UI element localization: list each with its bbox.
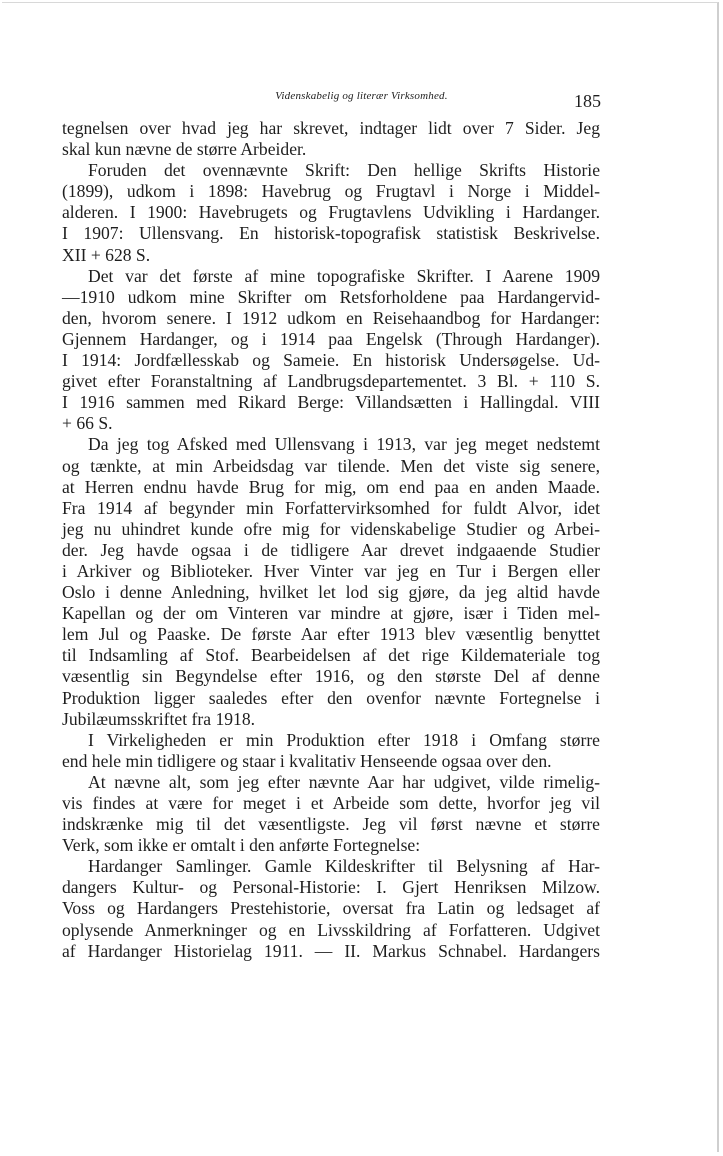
text-line: I Virkeligheden er min Produktion efter 1918 i Omfang større <box>88 729 600 750</box>
text-line: skal kun nævne de større Arbeider. <box>62 139 307 160</box>
text-line: I 1916 sammen med Rikard Berge: Villandsætten i Hallingdal. VIII <box>62 392 600 413</box>
text-line: der. Jeg havde ogsaa i de tidligere Aar drevet indgaaende Studier <box>62 539 600 560</box>
text-line: (1899), udkom i 1898: Havebrug og Frugtavl i Norge i Middel- <box>62 181 600 202</box>
text-line: end hele min tidligere og staar i kvalitativ Henseende ogsaa over den. <box>62 750 552 771</box>
text-line: af Hardanger Historielag 1911. — II. Markus Schnabel. Hardangers <box>62 940 600 961</box>
text-line: lem Jul og Paaske. De første Aar efter 1913 blev væsentlig benyttet <box>62 624 600 645</box>
text-line: I 1914: Jordfællesskab og Sameie. En historisk Undersøgelse. Ud- <box>62 350 600 371</box>
text-line: Hardanger Samlinger. Gamle Kildeskrifter til Belysning af Har- <box>88 856 600 877</box>
text-line: Jubilæumsskriftet fra 1918. <box>62 708 256 729</box>
text-line: XII + 628 S. <box>62 244 151 265</box>
text-line: Oslo i denne Anledning, hvilket let lod sig gjøre, da jeg altid havde <box>62 582 600 603</box>
text-line: alderen. I 1900: Havebrugets og Frugtavlens Udvikling i Hardanger. <box>62 202 600 223</box>
text-line: dangers Kultur- og Personal-Historie: I. Gjert Henriksen Milzow. <box>62 877 600 898</box>
text-line: Fra 1914 af begynder min Forfattervirksomhed for fuldt Alvor, idet <box>62 497 600 518</box>
text-line: vis findes at være for meget i et Arbeide som dette, hvorfor jeg vil <box>62 793 600 813</box>
text-line: Da jeg tog Afsked med Ullensvang i 1913, var jeg meget nedstemt <box>88 434 600 455</box>
page-number: 185 <box>574 91 601 111</box>
text-line: Det var det første af mine topografiske Skrifter. I Aarene 1909 <box>88 265 600 286</box>
text-line: i Arkiver og Biblioteker. Hver Vinter var jeg en Tur i Bergen eller <box>62 560 600 581</box>
text-line: oplysende Anmerkninger og en Livsskildring af Forfatteren. Udgivet <box>62 919 600 940</box>
text-line: Foruden det ovennævnte Skrift: Den hellige Skrifts Historie <box>88 160 600 181</box>
text-line: til Indsamling af Stof. Bearbeidelsen af det rige Kildemateriale tog <box>62 645 600 666</box>
text-line: væsentlig sin Begyndelse efter 1916, og den største Del af denne <box>62 666 600 687</box>
running-title: Videnskabelig og literær Virksomhed. <box>275 90 448 102</box>
text-line: jeg nu uhindret kunde ofre mig for videnskabelige Studier og Arbei- <box>62 518 600 539</box>
text-line: at Herren endnu havde Brug for mig, om end paa en anden Maade. <box>62 476 600 497</box>
text-line: Voss og Hardangers Prestehistorie, oversat fra Latin og ledsaget af <box>62 898 600 919</box>
text-line: Verk, som ikke er omtalt i den anførte Fortegnelse: <box>62 835 421 856</box>
text-line: Produktion ligger saaledes efter den ovenfor nævnte Fortegnelse i <box>62 687 600 708</box>
text-line: —1910 udkom mine Skrifter om Retsforholdene paa Hardangervid- <box>62 286 600 307</box>
text-line: den, hvorom senere. I 1912 udkom en Reisehaandbog for Hardanger: <box>62 307 600 328</box>
text-line: I 1907: Ullensvang. En historisk-topografisk statistisk Beskrivelse. <box>62 223 600 244</box>
text-line: Gjennem Hardanger, og i 1914 paa Engelsk (Through Hardanger). <box>62 328 600 349</box>
text-line: og tænkte, at min Arbeidsdag var tilende. Men det viste sig senere, <box>62 455 600 476</box>
text-line: Kapellan og der om Vinteren var mindre at gjøre, især i Tiden mel- <box>62 603 600 624</box>
text-line: indskrænke mig til det væsentligste. Jeg vil først nævne et større <box>62 814 600 835</box>
text-line: + 66 S. <box>62 413 113 434</box>
text-line: tegnelsen over hvad jeg har skrevet, indtager lidt over 7 Sider. Jeg <box>62 118 600 138</box>
text-line: givet efter Foranstaltning af Landbrugsdepartementet. 3 Bl. + 110 S. <box>62 371 600 392</box>
body-text <box>62 118 600 962</box>
text-line: At nævne alt, som jeg efter nævnte Aar har udgivet, vilde rimelig- <box>88 771 600 792</box>
